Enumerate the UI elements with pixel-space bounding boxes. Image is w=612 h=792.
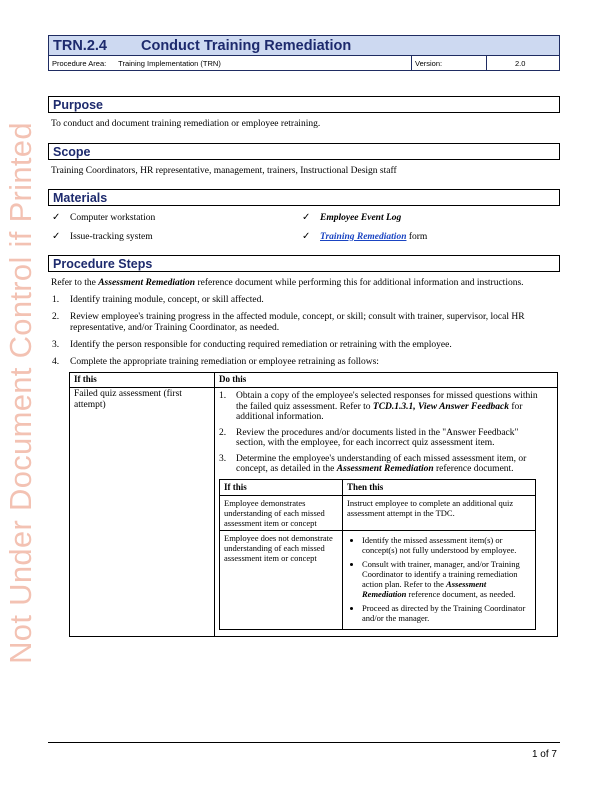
inner-action-bullets: [347, 535, 531, 623]
remediation-table: [69, 372, 558, 637]
scope-heading: Scope: [48, 143, 560, 160]
substep-reference: Assessment Remediation: [336, 464, 434, 474]
inner-condition-cell: Employee demonstrates understanding of each missed assessment item or concept: [220, 495, 343, 530]
bullet-item: • Proceed as directed by the Training Coordinator and/or the manager.: [362, 603, 531, 623]
inner-column-header-if: If this: [220, 479, 343, 495]
material-label: Issue-tracking system: [70, 231, 153, 242]
materials-list: [52, 208, 560, 246]
material-item: [302, 208, 552, 227]
material-label: Employee Event Log: [320, 212, 402, 223]
column-header-do: Do this: [215, 373, 558, 388]
substep-text: [236, 391, 549, 423]
inner-action-cell: [343, 530, 536, 629]
procedure-step: [48, 312, 560, 334]
purpose-text: To conduct and document training remediation or employee retraining.: [51, 119, 321, 129]
step-number: 2.: [52, 312, 60, 322]
procedure-step: [48, 357, 560, 368]
material-suffix: form: [406, 231, 428, 242]
procedure-area-label: Procedure Area:: [52, 58, 107, 68]
step-text: Review employee's training progress in the affected module, concept, or skill; consult with trainer, supervisor, local HR representative, and/or Training Coordinator, as needed.: [70, 312, 525, 333]
materials-right-column: [302, 208, 552, 246]
procedure-steps-list: [48, 295, 560, 368]
bullet-text-pre: Consult with trainer, manager, and/or Training Coordinator to identify a training remediation action plan. Refer to the: [362, 558, 520, 589]
inner-action-cell: Instruct employee to complete an additional quiz assessment attempt in the TDC.: [343, 495, 536, 530]
substep-number: 2.: [219, 427, 227, 438]
step-text: Complete the appropriate training remediation or employee retraining as follows:: [70, 357, 379, 367]
page-number: 1 of 7: [531, 749, 557, 760]
document-page: [48, 35, 560, 637]
materials-left-column: [52, 208, 302, 246]
action-substeps: [219, 391, 549, 475]
doc-title: Conduct Training Remediation: [141, 37, 352, 54]
version-label: Version:: [411, 56, 486, 70]
page-footer: [48, 742, 560, 760]
inner-header-row: [220, 479, 536, 495]
substep-text: [236, 454, 549, 475]
doc-id: TRN.2.4: [53, 37, 107, 54]
procedure-heading: Procedure Steps: [48, 255, 560, 272]
table-header-row: [70, 373, 558, 388]
step-text: Identify training module, concept, or skill affected.: [70, 295, 264, 305]
action-substep: [219, 454, 549, 475]
intro-post: reference document while performing this for additional information and instructions.: [195, 278, 524, 288]
understanding-table: [219, 479, 536, 630]
substep-number: 3.: [219, 453, 227, 464]
column-header-if: If this: [70, 373, 215, 388]
inner-table-row: [220, 495, 536, 530]
action-cell: [215, 388, 558, 637]
checkmark-icon: ✓: [302, 212, 311, 223]
material-item: [302, 227, 552, 246]
materials-heading: Materials: [48, 189, 560, 206]
material-item: [52, 208, 302, 227]
condition-cell: Failed quiz assessment (first attempt): [70, 388, 215, 637]
scope-text: Training Coordinators, HR representative, management, trainers, Instructional Design staff: [51, 166, 397, 176]
bullet-reference: Assessment Remediation: [362, 578, 487, 599]
substep-text-post: reference document.: [433, 464, 514, 474]
substep-text-pre: Obtain a copy of the employee's selected responses for missed questions within the failed quiz assessment. Refer to: [236, 391, 538, 412]
inner-column-header-then: Then this: [343, 479, 536, 495]
bullet-item: [362, 559, 531, 599]
step-number: 3.: [52, 340, 60, 350]
procedure-area-value: Training Implementation (TRN): [118, 58, 221, 68]
step-text: Identify the person responsible for conducting required remediation or retraining with the employee.: [70, 340, 452, 350]
inner-condition-cell: Employee does not demonstrate understanding of each missed assessment item or concept: [220, 530, 343, 629]
table-row: [70, 388, 558, 637]
action-substep: [219, 428, 549, 449]
header-title-bar: [49, 36, 559, 55]
intro-reference: Assessment Remediation: [98, 278, 196, 288]
substep-text-post: for additional information.: [236, 401, 523, 422]
purpose-heading: Purpose: [48, 96, 560, 113]
checkmark-icon: ✓: [52, 212, 61, 223]
substep-text: Review the procedures and/or documents listed in the "Answer Feedback" section, with the employee, for each incorrect quiz assessment item.: [236, 427, 519, 448]
substep-number: 1.: [219, 391, 227, 401]
step-number: 4.: [52, 357, 60, 367]
material-label: Computer workstation: [70, 212, 156, 223]
substep-text-pre: Determine the employee's understanding of each missed assessment item, or concept, as detailed in the: [236, 453, 527, 474]
action-substep: [219, 391, 549, 423]
bullet-text-post: reference document, as needed.: [406, 588, 516, 599]
checkmark-icon: ✓: [52, 231, 61, 242]
checkmark-icon: ✓: [302, 231, 311, 242]
inner-table-row: [220, 530, 536, 629]
training-remediation-link[interactable]: Training Remediation: [320, 231, 407, 242]
bullet-item: • Identify the missed assessment item(s) or concept(s) not fully understood by employee.: [362, 535, 531, 555]
intro-pre: Refer to the: [51, 278, 99, 288]
step-number: 1.: [52, 295, 60, 305]
procedure-step: [48, 295, 560, 306]
procedure-intro: [51, 278, 560, 289]
header-meta-bar: [49, 55, 559, 70]
procedure-step: [48, 340, 560, 351]
document-header: [48, 35, 560, 71]
procedure-area: [49, 59, 411, 68]
version-value: 2.0: [486, 56, 559, 70]
watermark: [4, 58, 38, 728]
watermark-text: Not Under Document Control if Printed: [3, 122, 38, 664]
substep-reference: TCD.1.3.1, View Answer Feedback: [372, 401, 510, 412]
material-item: [52, 227, 302, 246]
